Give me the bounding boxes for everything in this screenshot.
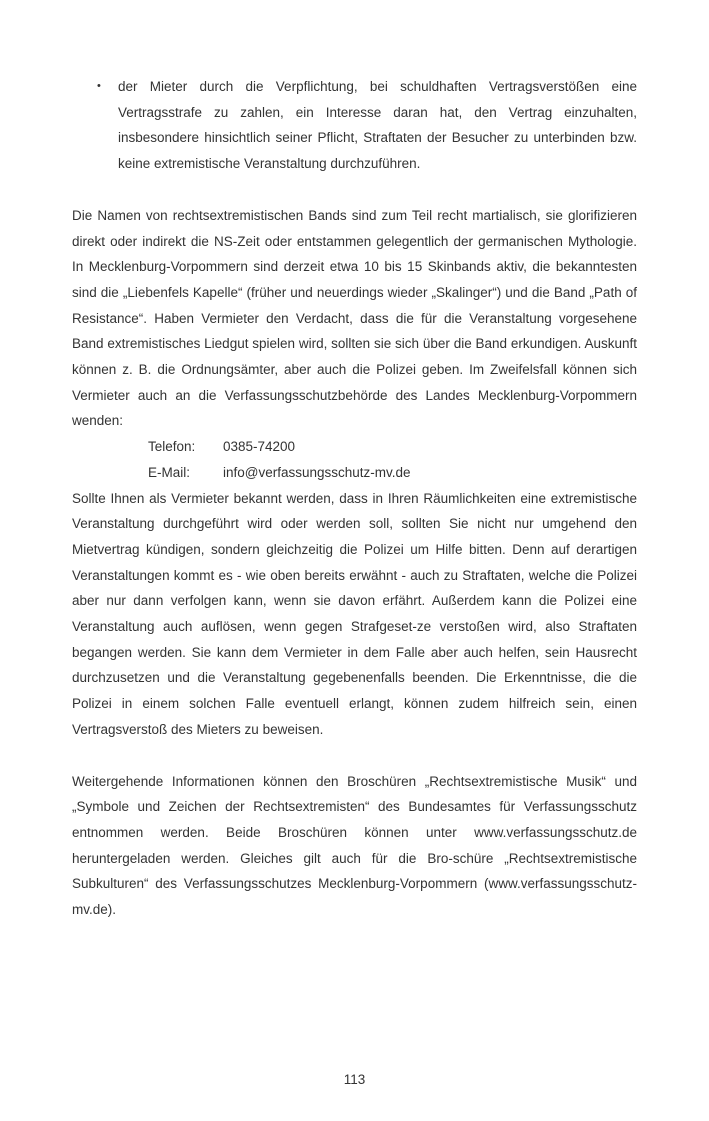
- email-label: E-Mail:: [148, 464, 191, 480]
- paragraph-further-information: Weitergehende Informationen können den Broschüren „Rechtsextremistische Musik“ und „Symbole und Zeichen der Rechtsextremisten“ des Bundesamtes für Verfassungsschutz entnommen werden. Beide Broschüren können unter www.verfassungsschutz.de heruntergeladen werden. Gleiches gilt auch für die Bro-schüre „Rechtsextremistische Subkulturen“ des Verfassungsschutzes Mecklenburg-Vorpommern (www.verfassungsschutz-mv.de).: [72, 773, 637, 918]
- paragraph-bands: Die Namen von rechtsextremistischen Bands sind zum Teil recht martialisch, sie glorifizieren direkt oder indirekt die NS-Zeit oder entstammen gelegentlich der germanischen Mythologie. In Mecklenburg-Vorpommern sind derzeit etwa 10 bis 15 Skinbands aktiv, die bekanntesten sind die „Liebenfels Kapelle“ (früher und neuerdings wieder „Skalinger“) und die Band „Path of Resistance“. Haben Vermieter den Verdacht, dass die für die Veranstaltung vorgesehene Band extremistisches Liedgut spielen wird, sollten sie sich über die Band erkundigen. Auskunft können z. B. die Ordnungsämter, aber auch die Polizei geben. Im Zweifelsfall können sich Vermieter auch an die Verfassungsschutzbehörde des Landes Mecklenburg-Vorpommern wenden:: [72, 207, 637, 429]
- bullet-item-text: der Mieter durch die Verpflichtung, bei schuldhaften Vertragsverstößen eine Vertragsstrafe zu zahlen, ein Interesse daran hat, den Vertrag einzuhalten, insbesondere hinsichtlich seiner Pflicht, Straftaten der Besucher zu unterbinden bzw. keine extremistische Veranstaltung durchzuführen.: [118, 79, 637, 172]
- contact-email-row: [72, 460, 637, 486]
- page-number: 113: [343, 1072, 366, 1088]
- contact-block: [72, 434, 637, 485]
- bullet-marker: •: [97, 80, 101, 92]
- contact-phone-row: [72, 434, 637, 460]
- bullet-list-item: [72, 74, 637, 177]
- phone-label: Telefon:: [148, 439, 196, 455]
- paragraph-police-advice: Sollte Ihnen als Vermieter bekannt werden, dass in Ihren Räumlichkeiten eine extremistische Veranstaltung durchgeführt wird oder werden soll, sollten Sie nicht nur umgehend den Mietvertrag kündigen, sondern gleichzeitig die Polizei um Hilfe bitten. Denn auf derartigen Veranstaltungen kommt es - wie oben bereits erwähnt - auch zu Straftaten, welche die Polizei aber nur dann verfolgen kann, wenn sie davon erfährt. Außerdem kann die Polizei eine Veranstaltung auch auflösen, wenn gegen Strafgeset-ze verstoßen wird, also Straftaten begangen werden. Sie kann dem Vermieter in dem Falle aber auch helfen, sein Hausrecht durchzusetzen und die Veranstaltung gegebenenfalls beenden. Die Erkenntnisse, die die Polizei in einem solchen Falle eventuell erlangt, können zudem hilfreich sein, einen Vertragsverstoß des Mieters zu beweisen.: [72, 490, 637, 737]
- email-value: info@verfassungsschutz-mv.de: [223, 464, 411, 480]
- page-content: [72, 74, 637, 923]
- phone-value: 0385-74200: [223, 439, 296, 455]
